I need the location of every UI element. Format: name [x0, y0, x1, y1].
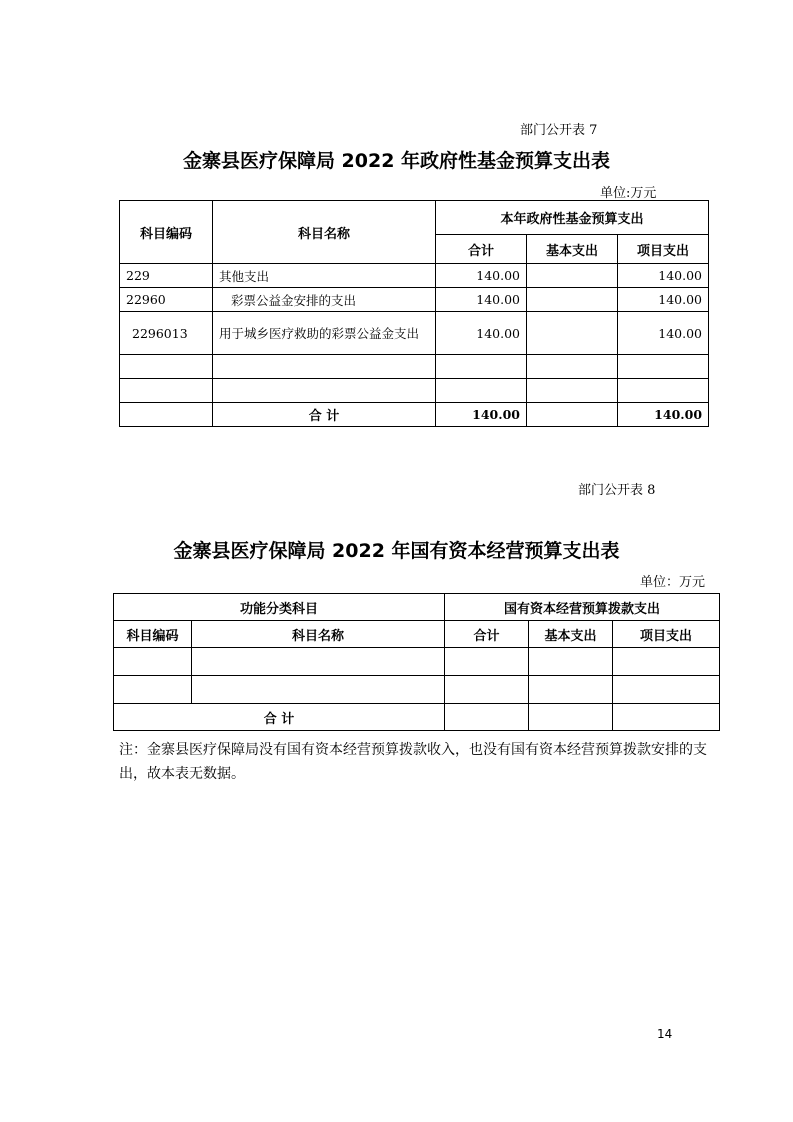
header-basic: 基本支出 [527, 235, 618, 264]
empty-row [114, 676, 720, 704]
header-total: 合计 [445, 621, 529, 648]
empty-row [120, 379, 709, 403]
header-func-group: 功能分类科目 [114, 594, 445, 621]
sum-label: 合 计 [114, 704, 445, 731]
table-row [120, 288, 709, 312]
table8-label: 部门公开表 8 [578, 483, 656, 498]
sum-row [114, 704, 720, 731]
row-project: 140.00 [618, 264, 709, 288]
table-row [120, 264, 709, 288]
page-number: 14 [657, 1027, 673, 1041]
row-code: 229 [120, 264, 213, 288]
table-row [120, 312, 709, 355]
empty-row [114, 648, 720, 676]
row-code: 2296013 [120, 312, 213, 355]
row-name: 彩票公益金安排的支出 [213, 288, 436, 312]
table7-label: 部门公开表 7 [520, 123, 598, 138]
government-fund-table [119, 200, 709, 427]
row-basic [527, 264, 618, 288]
header-name: 科目名称 [192, 621, 445, 648]
row-code: 22960 [120, 288, 213, 312]
header-name: 科目名称 [213, 201, 436, 264]
row-name: 用于城乡医疗救助的彩票公益金支出 [213, 312, 436, 355]
table7-title: 金寨县医疗保障局 2022 年政府性基金预算支出表 [182, 150, 611, 172]
header-project: 项目支出 [618, 235, 709, 264]
header-total: 合计 [436, 235, 527, 264]
row-project: 140.00 [618, 312, 709, 355]
header-basic: 基本支出 [529, 621, 613, 648]
row-total: 140.00 [436, 264, 527, 288]
empty-row [120, 355, 709, 379]
row-total: 140.00 [436, 312, 527, 355]
sum-label: 合 计 [213, 403, 436, 427]
sum-row [120, 403, 709, 427]
row-name: 其他支出 [213, 264, 436, 288]
table7-unit: 单位:万元 [600, 186, 657, 201]
row-total: 140.00 [436, 288, 527, 312]
header-project: 项目支出 [613, 621, 720, 648]
row-basic [527, 312, 618, 355]
row-project: 140.00 [618, 288, 709, 312]
sum-project: 140.00 [618, 403, 709, 427]
sum-basic [527, 403, 618, 427]
state-capital-table [113, 593, 720, 731]
table8-unit: 单位：万元 [640, 575, 706, 590]
note-text: 注：金寨县医疗保障局没有国有资本经营预算拨款收入，也没有国有资本经营预算拨款安排的支出，故本表无数据。 [119, 742, 707, 782]
row-basic [527, 288, 618, 312]
header-exp-group: 国有资本经营预算拨款支出 [445, 594, 720, 621]
header-code: 科目编码 [120, 201, 213, 264]
sum-total: 140.00 [436, 403, 527, 427]
header-group: 本年政府性基金预算支出 [436, 201, 709, 235]
table8-title: 金寨县医疗保障局 2022 年国有资本经营预算支出表 [173, 540, 620, 562]
header-code: 科目编码 [114, 621, 192, 648]
